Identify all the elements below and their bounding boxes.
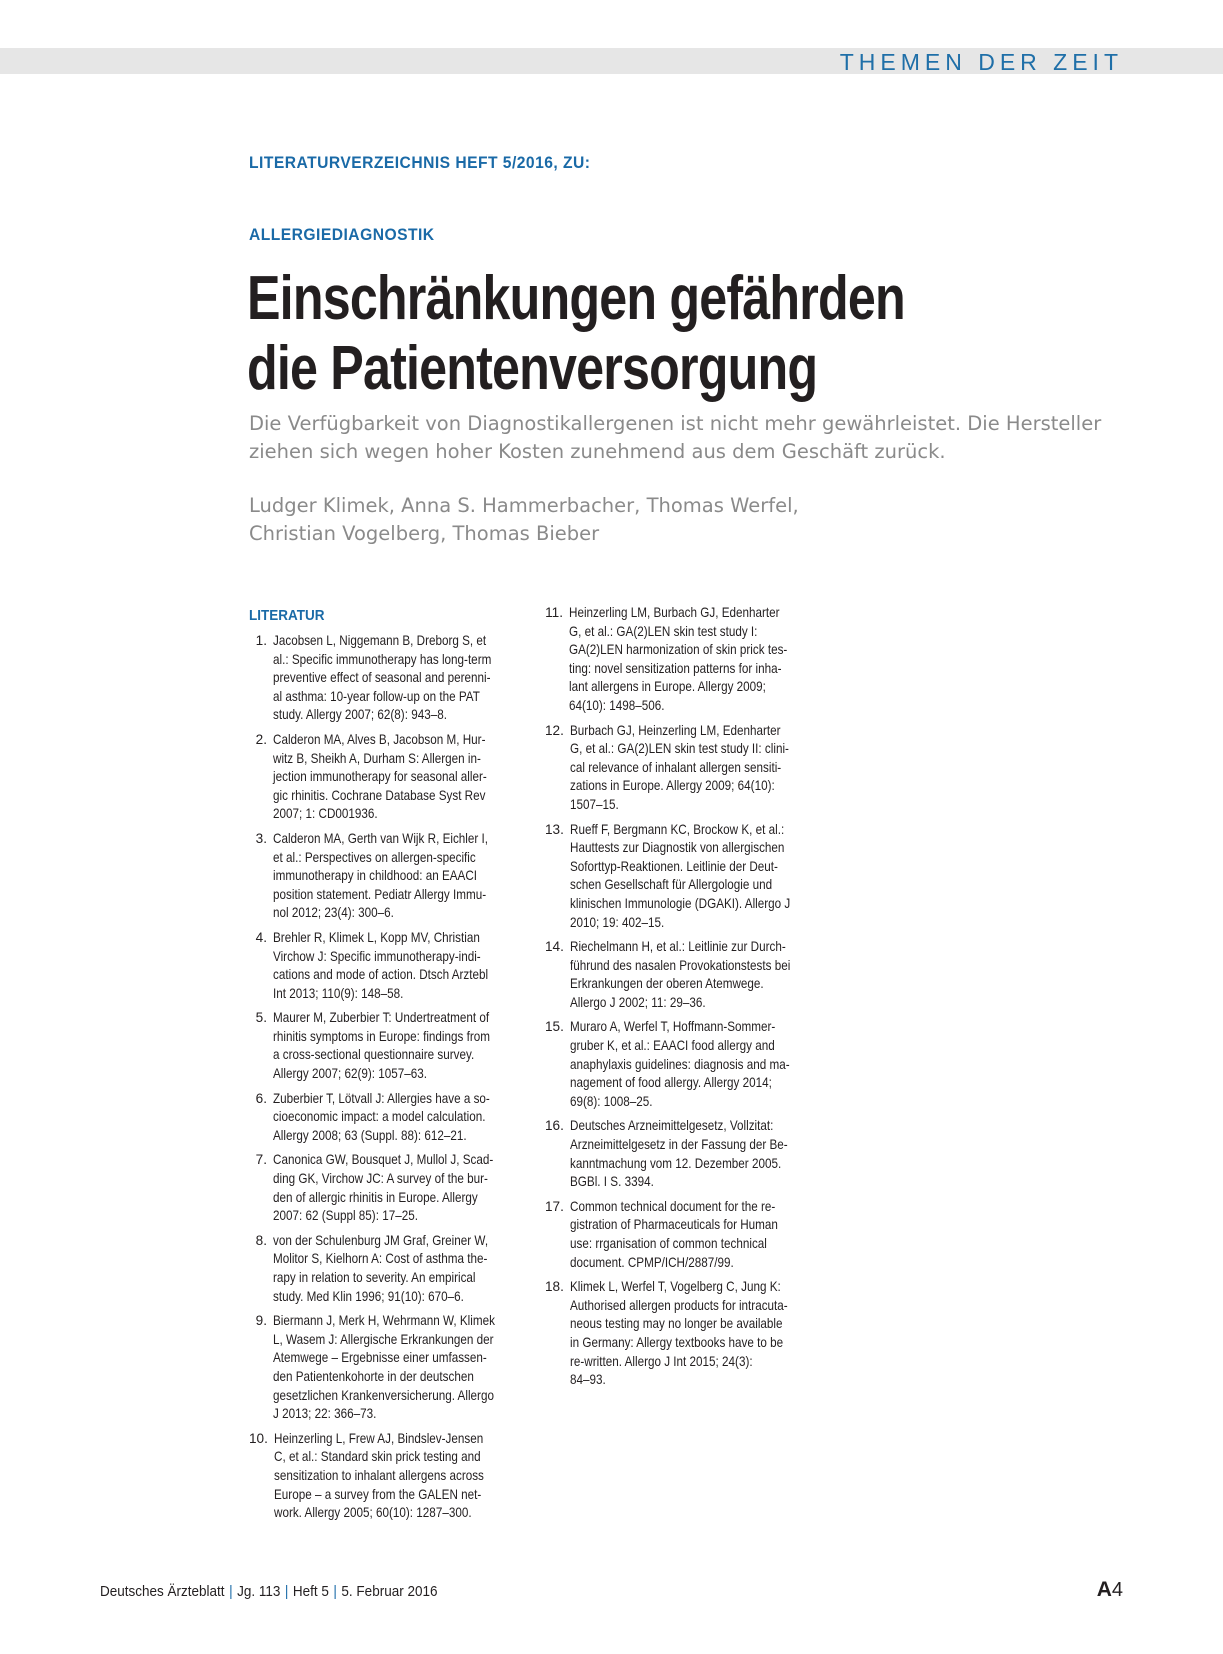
reference-text-line: al.: Specific immunotherapy has long-term: [273, 651, 492, 667]
reference-text: [273, 830, 489, 923]
reference-text-line: cal relevance of inhalant allergen sensiti-: [569, 759, 782, 775]
reference-item: [545, 722, 825, 815]
page-number: [1097, 1578, 1123, 1602]
article-title-line: die Patientenversorgung: [247, 334, 818, 403]
reference-item: [545, 938, 825, 1012]
reference-text-line: Zuberbier T, Lötvall J: Allergies have a so-: [273, 1090, 490, 1106]
reference-list-right: [545, 604, 825, 1396]
reference-text-line: Maurer M, Zuberbier T: Undertreatment of: [273, 1010, 490, 1026]
reference-text-line: Klimek L, Werfel T, Vogelberg C, Jung K:: [569, 1279, 781, 1295]
reference-text-line: re-written. Allergo J Int 2015; 24(3):: [569, 1353, 753, 1369]
reference-text-line: Europe – a survey from the GALEN net-: [273, 1486, 482, 1502]
footer-date: 5. Februar 2016: [341, 1583, 438, 1600]
reference-text: [273, 929, 489, 1003]
reference-text-line: gesetzlichen Krankenversicherung. Allergo: [273, 1387, 494, 1403]
author-line: Christian Vogelberg, Thomas Bieber: [249, 522, 600, 545]
page-number-value: 4: [1111, 1579, 1123, 1601]
reference-text-line: Atemwege – Ergebnisse einer umfassen-: [273, 1350, 487, 1366]
reference-text: [273, 1090, 490, 1146]
footer-separator: |: [333, 1583, 337, 1600]
reference-text-line: Arzneimittelgesetz in der Fassung der Be-: [569, 1137, 788, 1153]
reference-number: 13.: [545, 821, 564, 837]
reference-text-line: Common technical document for the re-: [569, 1198, 776, 1214]
reference-text-line: G, et al.: GA(2)LEN skin test study II: clini-: [569, 741, 789, 757]
reference-text: [570, 821, 790, 933]
literature-heading: LITERATUR: [249, 607, 325, 624]
reference-text: [570, 1117, 789, 1191]
reference-text-line: Erkrankungen der oberen Atemwege.: [569, 976, 764, 992]
reference-text: [273, 1151, 493, 1225]
reference-text: [570, 1018, 790, 1111]
reference-text-line: 1507–15.: [569, 796, 619, 812]
reference-text-line: ting: novel sensitization patterns for inha-: [569, 660, 782, 676]
reference-item: [249, 632, 524, 725]
reference-text-line: study. Med Klin 1996; 91(10): 670–6.: [273, 1288, 464, 1304]
reference-text-line: cations and mode of action. Dtsch Arztebl: [273, 967, 489, 983]
reference-text-line: nagement of food allergy. Allergy 2014;: [569, 1075, 772, 1091]
reference-text-line: 69(8): 1008–25.: [569, 1093, 653, 1109]
reference-text-line: jection immunotherapy for seasonal aller-: [273, 769, 487, 785]
reference-text-line: Hauttests zur Diagnostik von allergischen: [569, 840, 785, 856]
reference-text-line: BGBl. I S. 3394.: [569, 1174, 654, 1190]
reference-number: 10.: [249, 1430, 268, 1446]
reference-text-line: nol 2012; 23(4): 300–6.: [273, 905, 394, 921]
kicker-topic: ALLERGIEDIAGNOSTIK: [249, 225, 435, 244]
footer-journal: Deutsches Ärzteblatt: [100, 1583, 225, 1600]
reference-text-line: ding GK, Virchow JC: A survey of the bur-: [273, 1171, 488, 1187]
reference-text: [273, 1232, 489, 1306]
reference-number: 5.: [255, 1010, 267, 1026]
reference-text: [570, 722, 789, 815]
reference-text-line: Biermann J, Merk H, Wehrmann W, Klimek: [273, 1313, 495, 1329]
article-lead: Die Verfügbarkeit von Diagnostikallergenen ist nicht mehr gewährleistet. Die Hersteller ziehen sich wegen hoher Kosten zunehmend aus dem Geschäft zurück.: [249, 412, 1102, 463]
reference-number: 6.: [255, 1090, 267, 1106]
reference-number: 4.: [255, 929, 267, 945]
reference-text-line: Allergo J 2002; 11: 29–36.: [569, 994, 706, 1010]
reference-text-line: in Germany: Allergy textbooks have to be: [569, 1334, 784, 1350]
reference-text-line: study. Allergy 2007; 62(8): 943–8.: [273, 707, 447, 723]
reference-item: [249, 830, 524, 923]
reference-item: [545, 604, 825, 716]
reference-text-line: 84–93.: [569, 1372, 606, 1388]
reference-text-line: führund des nasalen Provokationstests bei: [569, 957, 791, 973]
reference-text: [273, 1312, 495, 1424]
reference-text-line: 2007; 1: CD001936.: [273, 806, 378, 822]
reference-list-left: [249, 632, 524, 1529]
reference-text-line: 64(10): 1498–506.: [569, 697, 665, 713]
reference-text-line: document. CPMP/ICH/2887/99.: [569, 1254, 734, 1270]
reference-text: [274, 1430, 489, 1523]
reference-text-line: Heinzerling L, Frew AJ, Bindslev-Jensen: [273, 1430, 484, 1446]
reference-text-line: Soforttyp-Reaktionen. Leitlinie der Deut-: [569, 858, 778, 874]
reference-item: [249, 1430, 524, 1523]
reference-text-line: Burbach GJ, Heinzerling LM, Edenharter: [569, 722, 781, 738]
reference-text-line: Rueff F, Bergmann KC, Brockow K, et al.:: [569, 821, 785, 837]
section-label: THEMEN DER ZEIT: [839, 49, 1123, 75]
reference-text-line: den Patientenkohorte in der deutschen: [273, 1368, 474, 1384]
reference-text-line: rapy in relation to severity. An empirical: [273, 1270, 476, 1285]
reference-text: [273, 731, 489, 824]
article-title-line: Einschränkungen gefährden: [247, 264, 905, 333]
reference-item: [249, 731, 524, 824]
reference-text-line: use: rrganisation of common technical: [569, 1236, 767, 1251]
reference-text-line: a cross-sectional questionnaire survey.: [273, 1047, 475, 1063]
reference-number: 16.: [545, 1118, 564, 1134]
reference-text-line: Int 2013; 110(9): 148–58.: [273, 985, 404, 1001]
reference-text-line: sensitization to inhalant allergens across: [273, 1467, 484, 1483]
reference-number: 1.: [255, 633, 267, 648]
article-authors: [249, 492, 949, 548]
author-line: Ludger Klimek, Anna S. Hammerbacher, Thomas Werfel,: [249, 494, 799, 517]
reference-text-line: von der Schulenburg JM Graf, Greiner W,: [273, 1232, 489, 1248]
reference-item: [249, 1151, 524, 1225]
reference-text-line: Brehler R, Klimek L, Kopp MV, Christian: [273, 929, 480, 945]
reference-item: [545, 1018, 825, 1111]
reference-item: [545, 1278, 825, 1390]
reference-text-line: den of allergic rhinitis in Europe. Allergy: [273, 1189, 478, 1205]
reference-text-line: rhinitis symptoms in Europe: findings from: [273, 1028, 491, 1044]
reference-number: 3.: [255, 830, 267, 846]
reference-text-line: Riechelmann H, et al.: Leitlinie zur Durch-: [569, 939, 786, 955]
reference-text-line: Jacobsen L, Niggemann B, Dreborg S, et: [273, 633, 487, 648]
reference-text-line: gic rhinitis. Cochrane Database Syst Rev: [273, 787, 486, 803]
footer-separator: |: [229, 1583, 233, 1600]
reference-text-line: GA(2)LEN harmonization of skin prick tes-: [569, 642, 788, 658]
reference-number: 12.: [545, 722, 564, 738]
reference-text-line: al asthma: 10-year follow-up on the PAT: [273, 688, 480, 704]
reference-text-line: immunotherapy in childhood: an EAACI: [273, 868, 478, 884]
reference-text: [273, 1009, 490, 1083]
reference-text-line: Allergy 2008; 63 (Suppl. 88): 612–21.: [273, 1127, 467, 1143]
page-prefix: A: [1096, 1578, 1112, 1601]
reference-text-line: Calderon MA, Gerth van Wijk R, Eichler I,: [273, 830, 489, 846]
reference-text-line: Virchow J: Specific immunotherapy-indi-: [273, 948, 481, 964]
reference-text-line: G, et al.: GA(2)LEN skin test study I:: [569, 623, 758, 639]
reference-text-line: et al.: Perspectives on allergen-specific: [273, 849, 476, 865]
reference-text-line: position statement. Pediatr Allergy Immu-: [273, 886, 487, 902]
reference-number: 14.: [545, 939, 564, 955]
article-title: [247, 264, 905, 404]
kicker-literature-index: LITERATURVERZEICHNIS HEFT 5/2016, ZU:: [249, 153, 591, 172]
footer-citation: [100, 1583, 438, 1600]
footer-separator: |: [284, 1583, 289, 1600]
reference-text-line: J 2013; 22: 366–73.: [273, 1406, 377, 1422]
reference-text-line: anaphylaxis guidelines: diagnosis and ma-: [569, 1056, 790, 1072]
reference-text-line: 2007: 62 (Suppl 85): 17–25.: [273, 1208, 418, 1224]
reference-text-line: Deutsches Arzneimittelgesetz, Vollzitat:: [569, 1118, 774, 1134]
reference-number: 17.: [545, 1198, 564, 1214]
reference-text-line: schen Gesellschaft für Allergologie und: [569, 877, 773, 893]
reference-text-line: witz B, Sheikh A, Durham S: Allergen in-: [273, 750, 481, 766]
reference-text: [570, 1278, 789, 1390]
reference-text-line: preventive effect of seasonal and perenni-: [273, 670, 491, 686]
reference-text: [273, 632, 491, 725]
footer-issue: Heft 5: [292, 1583, 329, 1600]
reference-number: 9.: [255, 1313, 267, 1329]
footer-volume: Jg. 113: [237, 1583, 281, 1600]
reference-text-line: Authorised allergen products for intracuta-: [569, 1297, 788, 1313]
reference-item: [545, 821, 825, 933]
reference-text-line: zations in Europe. Allergy 2009; 64(10):: [569, 778, 775, 794]
reference-number: 15.: [545, 1019, 564, 1035]
reference-item: [249, 1312, 524, 1424]
reference-text: [569, 604, 789, 716]
reference-text-line: klinischen Immunologie (DGAKI). Allergo J: [569, 895, 791, 911]
reference-text: [570, 938, 790, 1012]
reference-number: 2.: [255, 731, 267, 747]
reference-text-line: cioeconomic impact: a model calculation.: [273, 1109, 486, 1125]
reference-number: 8.: [255, 1232, 267, 1248]
reference-text-line: Muraro A, Werfel T, Hoffmann-Sommer-: [569, 1019, 776, 1035]
reference-number: 18.: [545, 1279, 564, 1295]
reference-text-line: Calderon MA, Alves B, Jacobson M, Hur-: [273, 731, 486, 747]
reference-number: 11.: [545, 605, 563, 620]
reference-text-line: lant allergens in Europe. Allergy 2009;: [569, 679, 766, 695]
reference-item: [249, 1009, 524, 1083]
reference-text-line: Canonica GW, Bousquet J, Mullol J, Scad-: [273, 1152, 494, 1168]
reference-item: [545, 1198, 825, 1272]
reference-text-line: kanntmachung vom 12. Dezember 2005.: [569, 1155, 782, 1171]
reference-text-line: Heinzerling LM, Burbach GJ, Edenharter: [569, 605, 780, 620]
reference-text-line: neous testing may no longer be available: [569, 1316, 783, 1332]
reference-item: [249, 1232, 524, 1306]
reference-number: 7.: [255, 1152, 267, 1168]
reference-text-line: L, Wasem J: Allergische Erkrankungen der: [273, 1331, 494, 1347]
reference-item: [249, 1090, 524, 1146]
reference-text-line: Molitor S, Kielhorn A: Cost of asthma the-: [273, 1251, 488, 1267]
reference-text-line: C, et al.: Standard skin prick testing and: [273, 1449, 481, 1465]
reference-item: [249, 929, 524, 1003]
reference-text: [570, 1198, 789, 1272]
reference-text-line: 2010; 19: 402–15.: [569, 914, 665, 930]
reference-text-line: gruber K, et al.: EAACI food allergy and: [569, 1038, 775, 1054]
reference-item: [545, 1117, 825, 1191]
reference-text-line: work. Allergy 2005; 60(10): 1287–300.: [273, 1505, 472, 1521]
reference-text-line: Allergy 2007; 62(9): 1057–63.: [273, 1066, 428, 1082]
reference-text-line: gistration of Pharmaceuticals for Human: [569, 1217, 778, 1233]
